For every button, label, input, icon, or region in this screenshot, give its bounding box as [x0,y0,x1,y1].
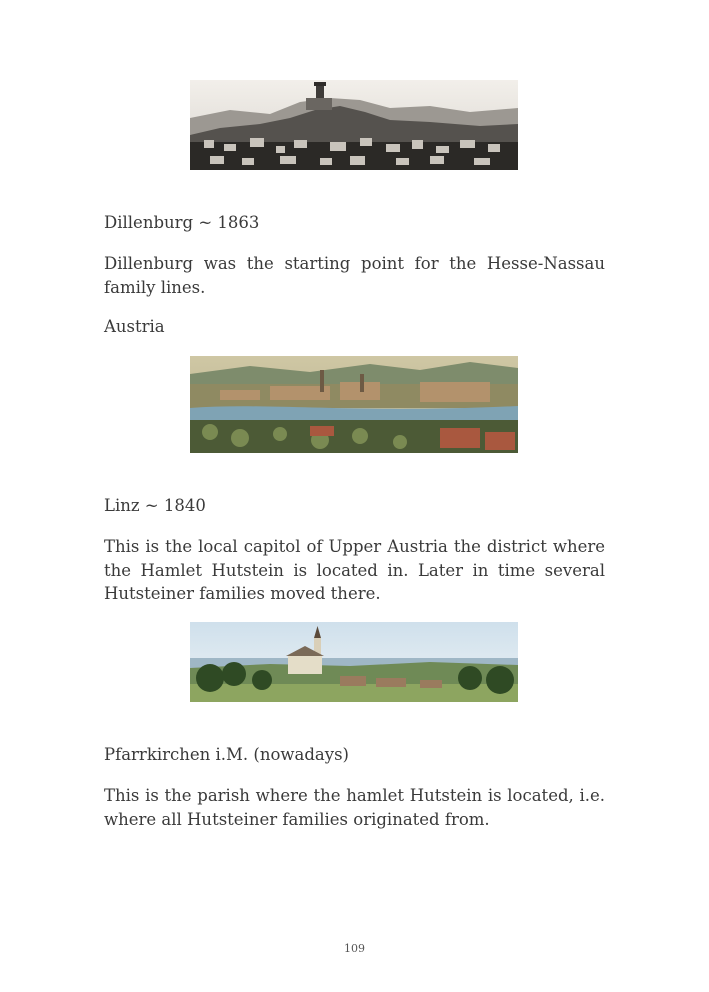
linz-caption: Linz ~ 1840 [104,496,206,515]
dillenburg-photo [190,80,518,170]
austria-heading: Austria [104,317,165,336]
pfarrkirchen-description: This is the parish where the hamlet Hutstein is located, i.e. where all Hutsteiner families originated from. [104,786,605,829]
dillenburg-caption: Dillenburg ~ 1863 [104,213,260,232]
pfarrkirchen-caption: Pfarrkirchen i.M. (nowadays) [104,745,349,764]
linz-description: This is the local capitol of Upper Austria the district where the Hamlet Hutstein is located in. Later in time several Hutsteiner families moved there. [104,537,605,603]
linz-painting [190,356,518,453]
pfarrkirchen-photo [190,622,518,702]
page-number: 109 [344,942,365,955]
dillenburg-description: Dillenburg was the starting point for the Hesse-Nassau family lines. [104,254,605,297]
